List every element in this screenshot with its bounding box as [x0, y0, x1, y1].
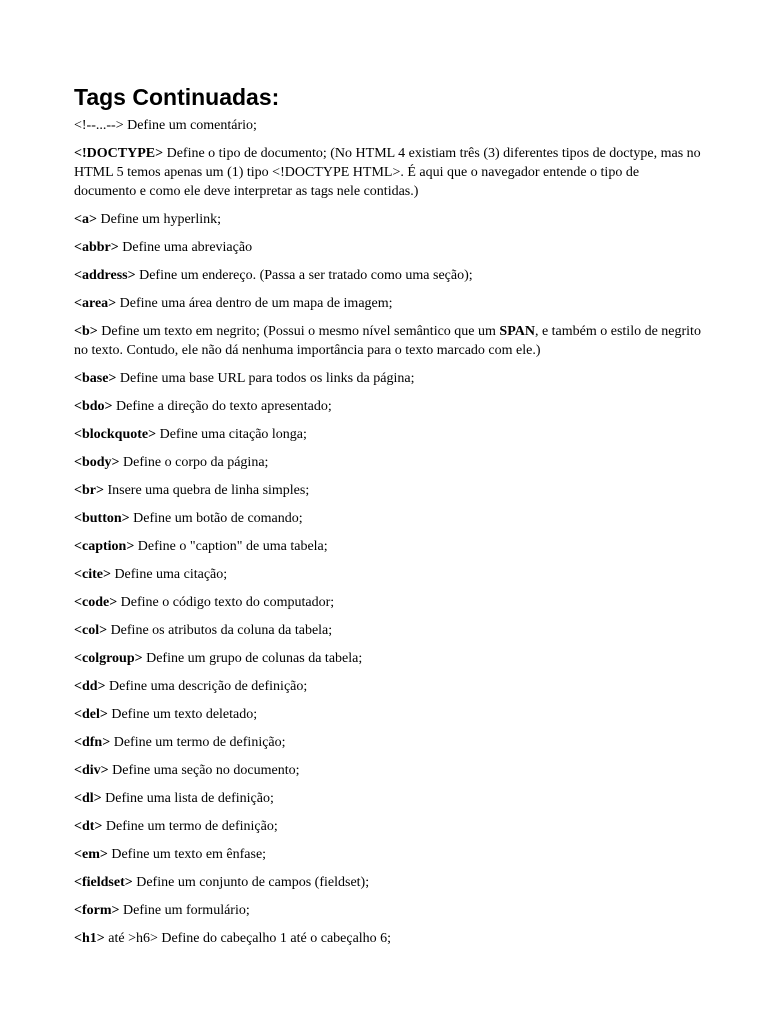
- tag-name: <cite>: [74, 567, 111, 582]
- tag-name: <body>: [74, 455, 120, 470]
- tag-entry: [74, 621, 704, 640]
- tag-name: <col>: [74, 623, 108, 638]
- tag-name: <dfn>: [74, 735, 111, 750]
- tag-description: Define um texto em negrito; (Possui o mesmo nível semântico que um: [97, 324, 500, 339]
- tag-name: <br>: [74, 483, 104, 498]
- tag-description: Define um termo de definição;: [110, 735, 286, 750]
- tag-entry: [74, 817, 704, 836]
- tag-description: Define um texto em ênfase;: [107, 847, 267, 862]
- tag-name: <dt>: [74, 819, 103, 834]
- tag-description: Define um grupo de colunas da tabela;: [142, 651, 363, 666]
- tag-entry: [74, 649, 704, 668]
- tag-name: <colgroup>: [74, 651, 143, 666]
- tag-name: <area>: [74, 296, 117, 311]
- tag-name: <caption>: [74, 539, 135, 554]
- tag-name: <bdo>: [74, 399, 113, 414]
- tag-description: Define uma seção no documento;: [108, 763, 300, 778]
- tag-entry: [74, 294, 704, 313]
- tag-name: <h1>: [74, 931, 105, 946]
- tag-description: Define os atributos da coluna da tabela;: [107, 623, 333, 638]
- tag-description: <!--...--> Define um comentário;: [74, 118, 257, 133]
- document-page: [74, 84, 704, 957]
- tag-description: Define um conjunto de campos (fieldset);: [132, 875, 370, 890]
- tag-entry: [74, 733, 704, 752]
- tag-description: até >h6> Define do cabeçalho 1 até o cabeçalho 6;: [104, 931, 392, 946]
- tag-description: Define o corpo da página;: [119, 455, 269, 470]
- tag-description-continued: , e também o estilo de negrito no texto. Contudo, ele não dá nenhuma importância para o texto marcado com ele.): [74, 324, 701, 358]
- emphasized-term: SPAN: [499, 324, 535, 339]
- page-title: Tags Continuadas:: [74, 84, 280, 110]
- tag-description: Define uma citação longa;: [156, 427, 307, 442]
- tag-entry: [74, 593, 704, 612]
- tag-entry: [74, 144, 704, 201]
- tag-entry: [74, 116, 704, 135]
- tag-description: Define um hyperlink;: [96, 212, 221, 227]
- tag-entry: [74, 705, 704, 724]
- tag-description: Define um formulário;: [119, 903, 250, 918]
- tag-name: <fieldset>: [74, 875, 133, 890]
- tag-entry: [74, 845, 704, 864]
- tag-entry: [74, 873, 704, 892]
- tag-description: Define o código texto do computador;: [117, 595, 335, 610]
- tag-name: <abbr>: [74, 240, 119, 255]
- tag-entry: [74, 238, 704, 257]
- tag-entry: [74, 481, 704, 500]
- tag-entry: [74, 397, 704, 416]
- tag-entry: [74, 565, 704, 584]
- tag-description: Define uma lista de definição;: [101, 791, 274, 806]
- tag-entry: [74, 266, 704, 285]
- tag-name: <!DOCTYPE>: [74, 146, 164, 161]
- tag-name: <blockquote>: [74, 427, 157, 442]
- tag-name: <div>: [74, 763, 109, 778]
- tag-entry: [74, 901, 704, 920]
- tag-name: <dl>: [74, 791, 102, 806]
- tag-entry: [74, 509, 704, 528]
- tag-name: <dd>: [74, 679, 106, 694]
- tag-description: Define uma área dentro de um mapa de imagem;: [116, 296, 393, 311]
- tag-name: <b>: [74, 324, 98, 339]
- tag-entry: [74, 789, 704, 808]
- tag-description: Define a direção do texto apresentado;: [112, 399, 332, 414]
- tag-name: <a>: [74, 212, 97, 227]
- tag-description: Define um termo de definição;: [102, 819, 278, 834]
- tag-description: Insere uma quebra de linha simples;: [103, 483, 310, 498]
- tag-name: <address>: [74, 268, 136, 283]
- tag-entry: [74, 761, 704, 780]
- tag-description: Define uma abreviação: [118, 240, 253, 255]
- tag-description: Define um texto deletado;: [107, 707, 258, 722]
- tag-description: Define um botão de comando;: [129, 511, 303, 526]
- tag-description: Define uma base URL para todos os links da página;: [116, 371, 415, 386]
- tag-entry: [74, 453, 704, 472]
- tag-description: Define uma descrição de definição;: [105, 679, 308, 694]
- tag-name: <base>: [74, 371, 117, 386]
- tag-name: <code>: [74, 595, 118, 610]
- tag-description: Define o "caption" de uma tabela;: [134, 539, 328, 554]
- tag-list: [74, 116, 704, 948]
- tag-description: Define o tipo de documento; (No HTML 4 existiam três (3) diferentes tipos de doctype, mas no HTML 5 temos apenas um (1) tipo <!DOCTYPE HTML>. É aqui que o navegador entende o tipo de documento e como ele deve interpretar as tags nele contidas.): [74, 146, 701, 199]
- tag-entry: [74, 210, 704, 229]
- tag-entry: [74, 322, 704, 360]
- tag-name: <button>: [74, 511, 130, 526]
- tag-name: <form>: [74, 903, 120, 918]
- tag-description: Define uma citação;: [110, 567, 228, 582]
- tag-entry: [74, 537, 704, 556]
- tag-name: <em>: [74, 847, 108, 862]
- tag-entry: [74, 369, 704, 388]
- tag-entry: [74, 677, 704, 696]
- tag-entry: [74, 425, 704, 444]
- tag-description: Define um endereço. (Passa a ser tratado como uma seção);: [135, 268, 473, 283]
- tag-name: <del>: [74, 707, 108, 722]
- tag-entry: [74, 929, 704, 948]
